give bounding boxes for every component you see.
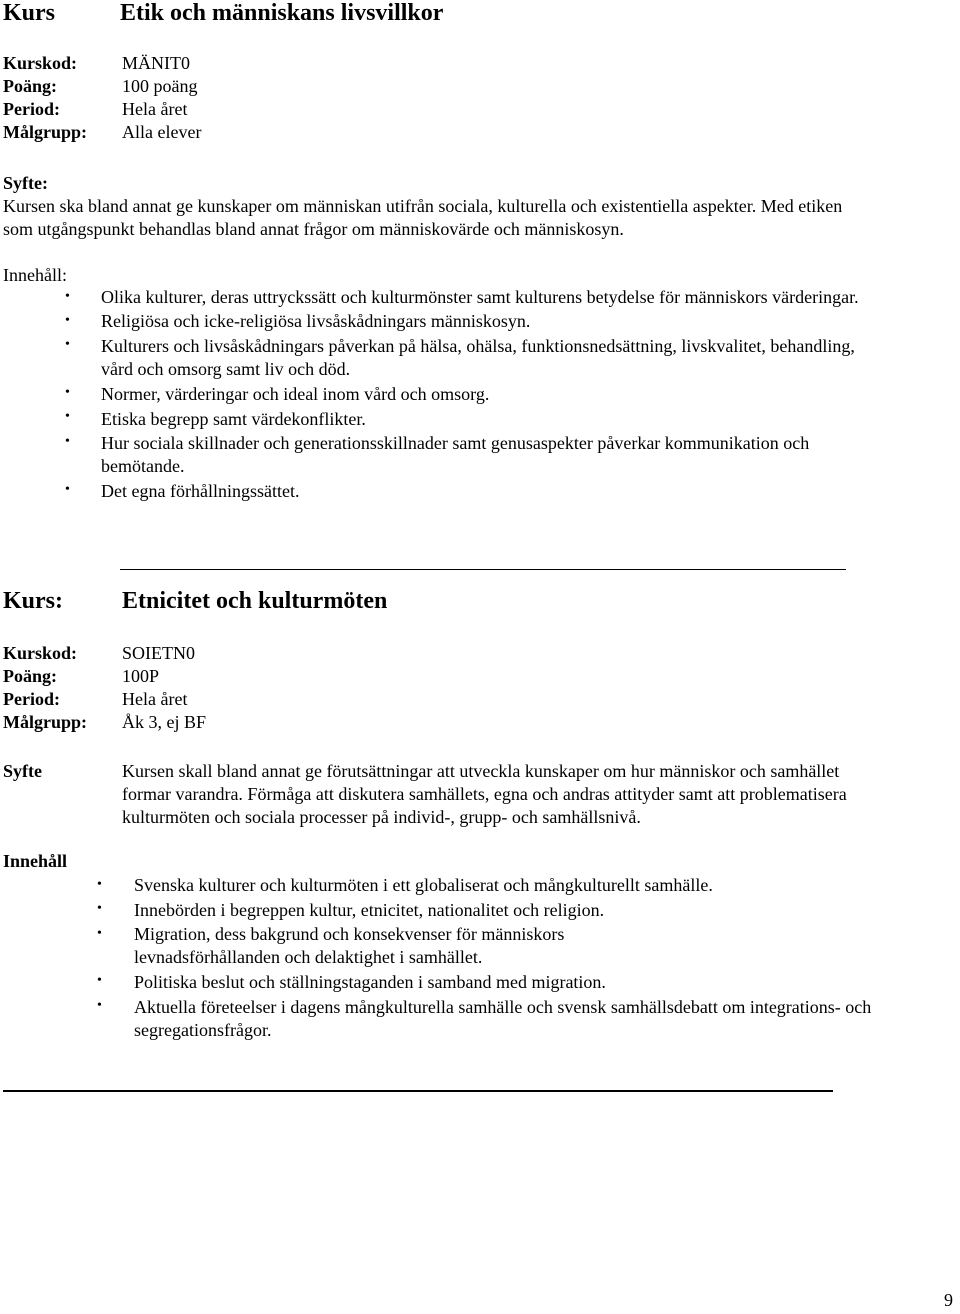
- divider: [3, 1090, 833, 1092]
- field-value-poang: 100P: [122, 666, 160, 686]
- bullet-icon: •: [65, 313, 70, 328]
- list-item: Kulturers och livsåskådningars påverkan på hälsa, ohälsa, funktionsnedsättning, livskvalitet, behandling,: [101, 336, 855, 356]
- bullet-icon: •: [65, 482, 70, 497]
- bullet-icon: •: [97, 973, 102, 988]
- syfte-label: Syfte: [3, 761, 42, 781]
- list-item: Religiösa och icke-religiösa livsåskådningars människosyn.: [101, 311, 531, 331]
- list-item-continuation: segregationsfrågor.: [134, 1020, 272, 1040]
- list-item: Aktuella företeelser i dagens mångkulturella samhälle och svensk samhällsdebatt om integrations- och: [134, 997, 872, 1017]
- bullet-icon: •: [97, 926, 102, 941]
- list-item-continuation: levnadsförhållanden och delaktighet i samhället.: [134, 947, 483, 967]
- list-item: Etiska begrepp samt värdekonflikter.: [101, 409, 366, 429]
- syfte-text-line: Kursen ska bland annat ge kunskaper om människan utifrån sociala, kulturella och existentiella aspekter. Med etiken: [3, 196, 843, 216]
- innehall-label: Innehåll:: [3, 265, 67, 285]
- syfte-label: Syfte:: [3, 173, 48, 193]
- bullet-icon: •: [97, 901, 102, 916]
- field-value-malgrupp: Alla elever: [122, 122, 202, 142]
- bullet-icon: •: [97, 877, 102, 892]
- list-item: Hur sociala skillnader och generationsskillnader samt genusaspekter påverkar kommunikation och: [101, 433, 810, 453]
- list-item: Migration, dess bakgrund och konsekvenser för människors: [134, 924, 565, 944]
- syfte-text-line: kulturmöten och sociala processer på individ-, grupp- och samhällsnivå.: [122, 807, 641, 827]
- field-label-kurskod: Kurskod:: [3, 643, 78, 663]
- list-item: Innebörden i begreppen kultur, etnicitet, nationalitet och religion.: [134, 900, 605, 920]
- field-value-period: Hela året: [122, 99, 188, 119]
- course-label: Kurs: [3, 0, 56, 26]
- list-item-continuation: vård och omsorg samt liv och död.: [101, 359, 351, 379]
- field-value-malgrupp: Åk 3, ej BF: [122, 712, 207, 732]
- field-label-poang: Poäng:: [3, 76, 57, 96]
- bullet-icon: •: [65, 385, 70, 400]
- field-value-kurskod: SOIETN0: [122, 643, 195, 663]
- innehall-label: Innehåll: [3, 851, 68, 871]
- field-label-period: Period:: [3, 99, 60, 119]
- bullet-icon: •: [65, 289, 70, 304]
- course-title: Etnicitet och kulturmöten: [122, 588, 388, 614]
- list-item-continuation: bemötande.: [101, 456, 185, 476]
- list-item: Politiska beslut och ställningstaganden i samband med migration.: [134, 972, 606, 992]
- syfte-text-line: formar varandra. Förmåga att diskutera samhällets, egna och andras attityder samt att problematisera: [122, 784, 847, 804]
- field-value-period: Hela året: [122, 689, 188, 709]
- field-label-period: Period:: [3, 689, 60, 709]
- divider: [120, 569, 846, 570]
- list-item: Olika kulturer, deras uttryckssätt och kulturmönster samt kulturens betydelse för människors värderingar.: [101, 287, 859, 307]
- field-label-kurskod: Kurskod:: [3, 53, 78, 73]
- field-label-poang: Poäng:: [3, 666, 57, 686]
- course-label: Kurs:: [3, 588, 63, 614]
- page-number: 9: [944, 1290, 953, 1310]
- bullet-icon: •: [97, 998, 102, 1013]
- syfte-text-line: Kursen skall bland annat ge förutsättningar att utveckla kunskaper om hur människor och samhället: [122, 761, 840, 781]
- field-label-malgrupp: Målgrupp:: [3, 122, 88, 142]
- field-label-malgrupp: Målgrupp:: [3, 712, 88, 732]
- field-value-kurskod: MÄNIT0: [122, 53, 190, 73]
- bullet-icon: •: [65, 434, 70, 449]
- list-item: Svenska kulturer och kulturmöten i ett globaliserat och mångkulturellt samhälle.: [134, 875, 713, 895]
- syfte-text-line: som utgångspunkt behandlas bland annat frågor om människovärde och människosyn.: [3, 219, 624, 239]
- field-value-poang: 100 poäng: [122, 76, 198, 96]
- list-item: Det egna förhållningssättet.: [101, 481, 300, 501]
- bullet-icon: •: [65, 337, 70, 352]
- list-item: Normer, värderingar och ideal inom vård och omsorg.: [101, 384, 490, 404]
- bullet-icon: •: [65, 409, 70, 424]
- course-title: Etik och människans livsvillkor: [120, 0, 444, 26]
